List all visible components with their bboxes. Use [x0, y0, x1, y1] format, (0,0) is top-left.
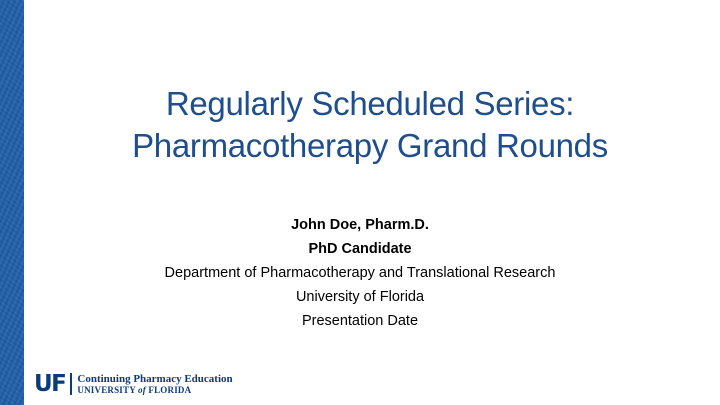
presenter-role: PhD Candidate: [308, 241, 412, 257]
logo-of-word: of: [138, 384, 146, 395]
logo-text: [77, 373, 232, 396]
department-name: Department of Pharmacotherapy and Translational Research: [164, 265, 556, 281]
slide-title-line-2: Pharmacotherapy Grand Rounds: [132, 127, 608, 164]
logo-university-word: UNIVERSITY: [77, 384, 139, 395]
uf-logo-mark: UF: [34, 371, 66, 397]
slide-title-line-1: Regularly Scheduled Series:: [165, 85, 575, 122]
uf-cpe-logo: [34, 370, 233, 398]
institution-name: University of Florida: [295, 289, 425, 305]
logo-university-name: [77, 385, 232, 396]
presenter-name: John Doe, Pharm.D.: [291, 217, 429, 233]
logo-florida-word: FLORIDA: [145, 384, 192, 395]
presenter-details: [40, 213, 680, 333]
slide-title: [40, 83, 700, 167]
decorative-side-bar: [0, 0, 24, 405]
logo-program-name: Continuing Pharmacy Education: [77, 372, 233, 385]
presentation-date: Presentation Date: [301, 313, 419, 329]
logo-divider: [70, 373, 72, 395]
